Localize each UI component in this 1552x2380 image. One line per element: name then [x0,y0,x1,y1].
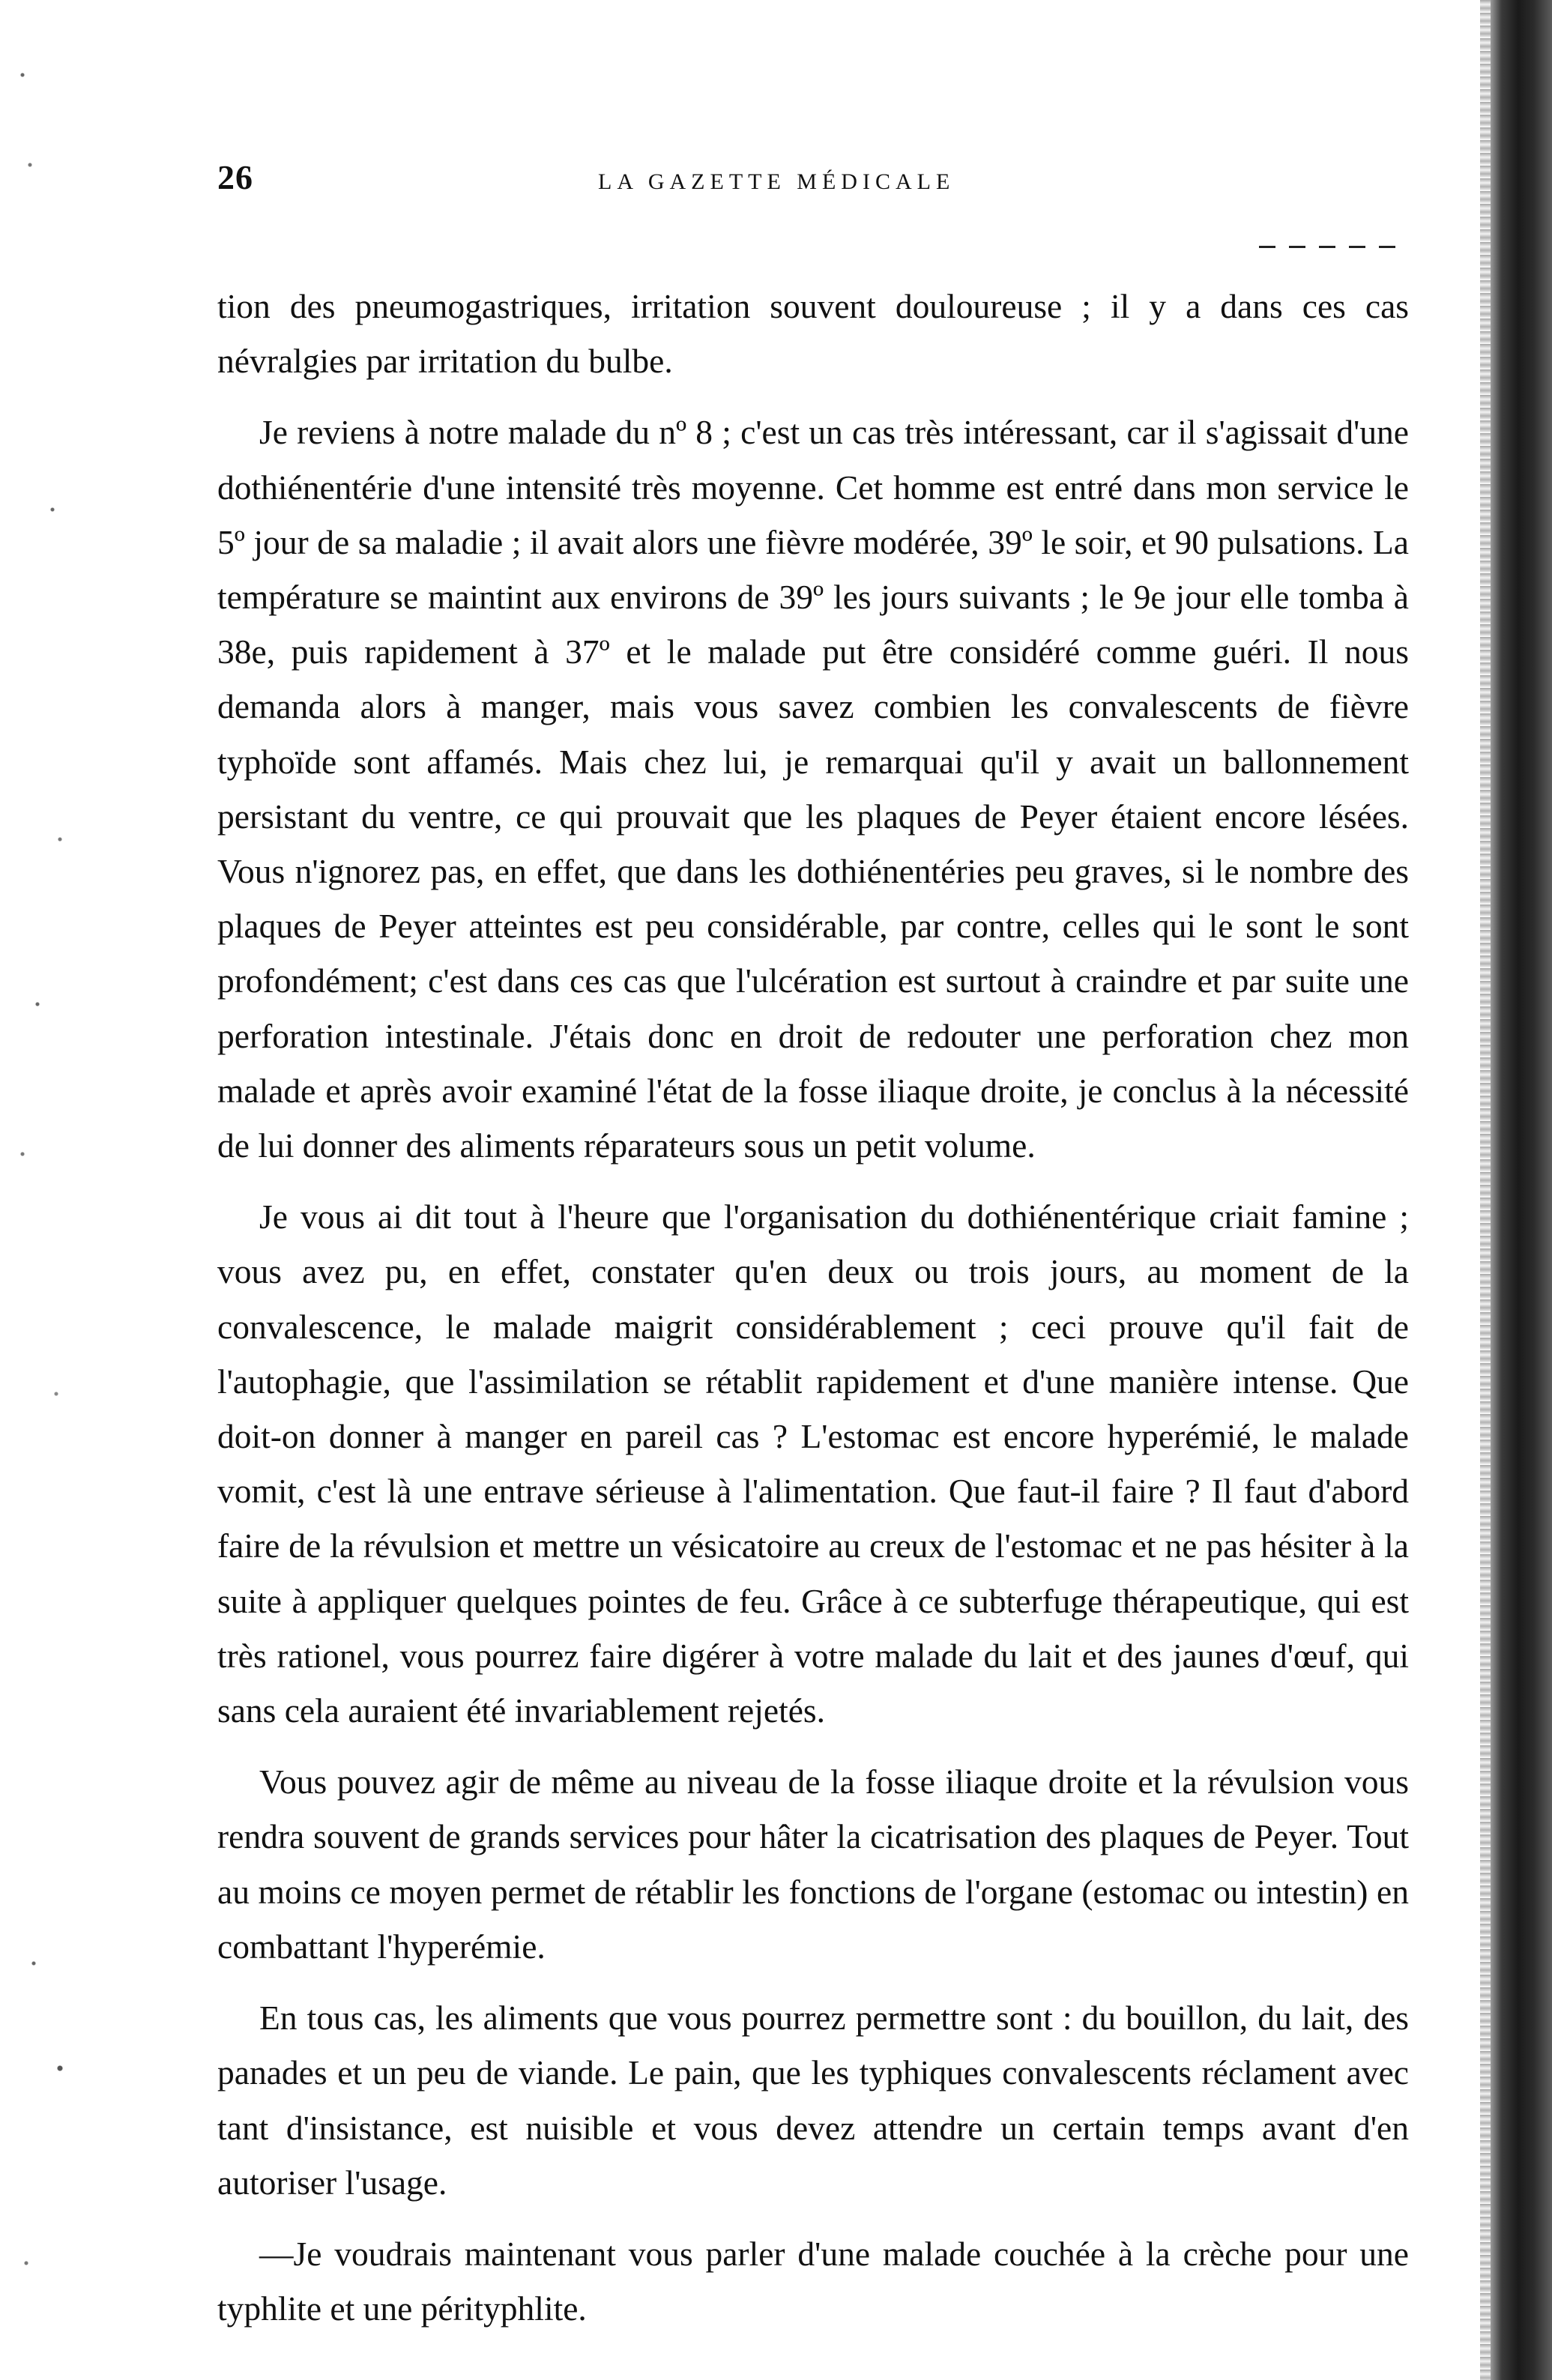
running-title: LA GAZETTE MÉDICALE [598,169,955,194]
paragraph: tion des pneumogastriques, irritation souvent douloureuse ; il y a dans ces cas névralgies par irritation du bulbe. [217,287,1409,381]
paragraph: Vous pouvez agir de même au niveau de la fosse iliaque droite et la révulsion vous rendra souvent de grands services pour hâter la cicatrisation des plaques de Peyer. Tout au moins ce moyen permet de rétablir les fonctions de l'organe (estomac ou intestin) en combattant l'hyperémie. [217,1763,1409,1966]
page-number: 26 [217,158,253,196]
paragraph: Je vous ai dit tout à l'heure que l'organisation du dothiénentérique criait famine ; vous avez pu, en effet, constater qu'en deux ou trois jours, au moment de la convalescence, le malade maigrit considérablement ; ceci prouve qu'il fait de l'autophagie, que l'assimilation se rétablit rapidement et d'une manière intense. Que doit-on donner à manger en pareil cas ? L'estomac est encore hyperémié, le malade vomit, c'est là une entrave sérieuse à l'alimentation. Que faut-il faire ? Il faut d'abord faire de la révulsion et mettre un vésicatoire au creux de l'estomac et ne pas hésiter à la suite à appliquer quelques pointes de feu. Grâce à ce subterfuge thérapeutique, qui est très rationel, vous pourrez faire digérer à votre malade du lait et des jaunes d'œuf, qui sans cela auraient été invariablement rejetés. [217,1197,1409,1730]
header-rule [1259,246,1401,248]
page-header [217,157,1409,202]
margin-specks [7,45,67,2331]
binding-edge [1491,0,1552,2380]
body-text [217,279,1409,2336]
paragraph: En tous cas, les aliments que vous pourrez permettre sont : du bouillon, du lait, des panades et un peu de viande. Le pain, que les typhiques convalescents réclament avec tant d'insistance, est nuisible et vous devez attendre un certain temps avant d'en autoriser l'usage. [217,1999,1409,2202]
paragraph: —Je voudrais maintenant vous parler d'une malade couchée à la crèche pour une typhlite et une pérityphlite. [217,2234,1409,2328]
paragraph: Je reviens à notre malade du nº 8 ; c'est un cas très intéressant, car il s'agissait d'une dothiénentérie d'une intensité très moyenne. Cet homme est entré dans mon service le 5º jour de sa maladie ; il avait alors une fièvre modérée, 39º le soir, et 90 pulsations. La température se maintint aux environs de 39º les jours suivants ; le 9e jour elle tomba à 38e, puis rapidement à 37º et le malade put être considéré comme guéri. Il nous demanda alors à manger, mais vous savez combien les convalescents de fièvre typhoïde sont affamés. Mais chez lui, je remarquai qu'il y avait un ballonnement persistant du ventre, ce qui prouvait que les plaques de Peyer étaient encore lésées. Vous n'ignorez pas, en effet, que dans les dothiénentéries peu graves, si le nombre des plaques de Peyer atteintes est peu considérable, par contre, celles qui le sont le sont profondément; c'est dans ces cas que l'ulcération est surtout à craindre et par suite une perforation intestinale. J'étais donc en droit de redouter une perforation chez mon malade et après avoir examiné l'état de la fosse iliaque droite, je conclus à la nécessité de lui donner des aliments réparateurs sous un petit volume. [217,413,1409,1165]
